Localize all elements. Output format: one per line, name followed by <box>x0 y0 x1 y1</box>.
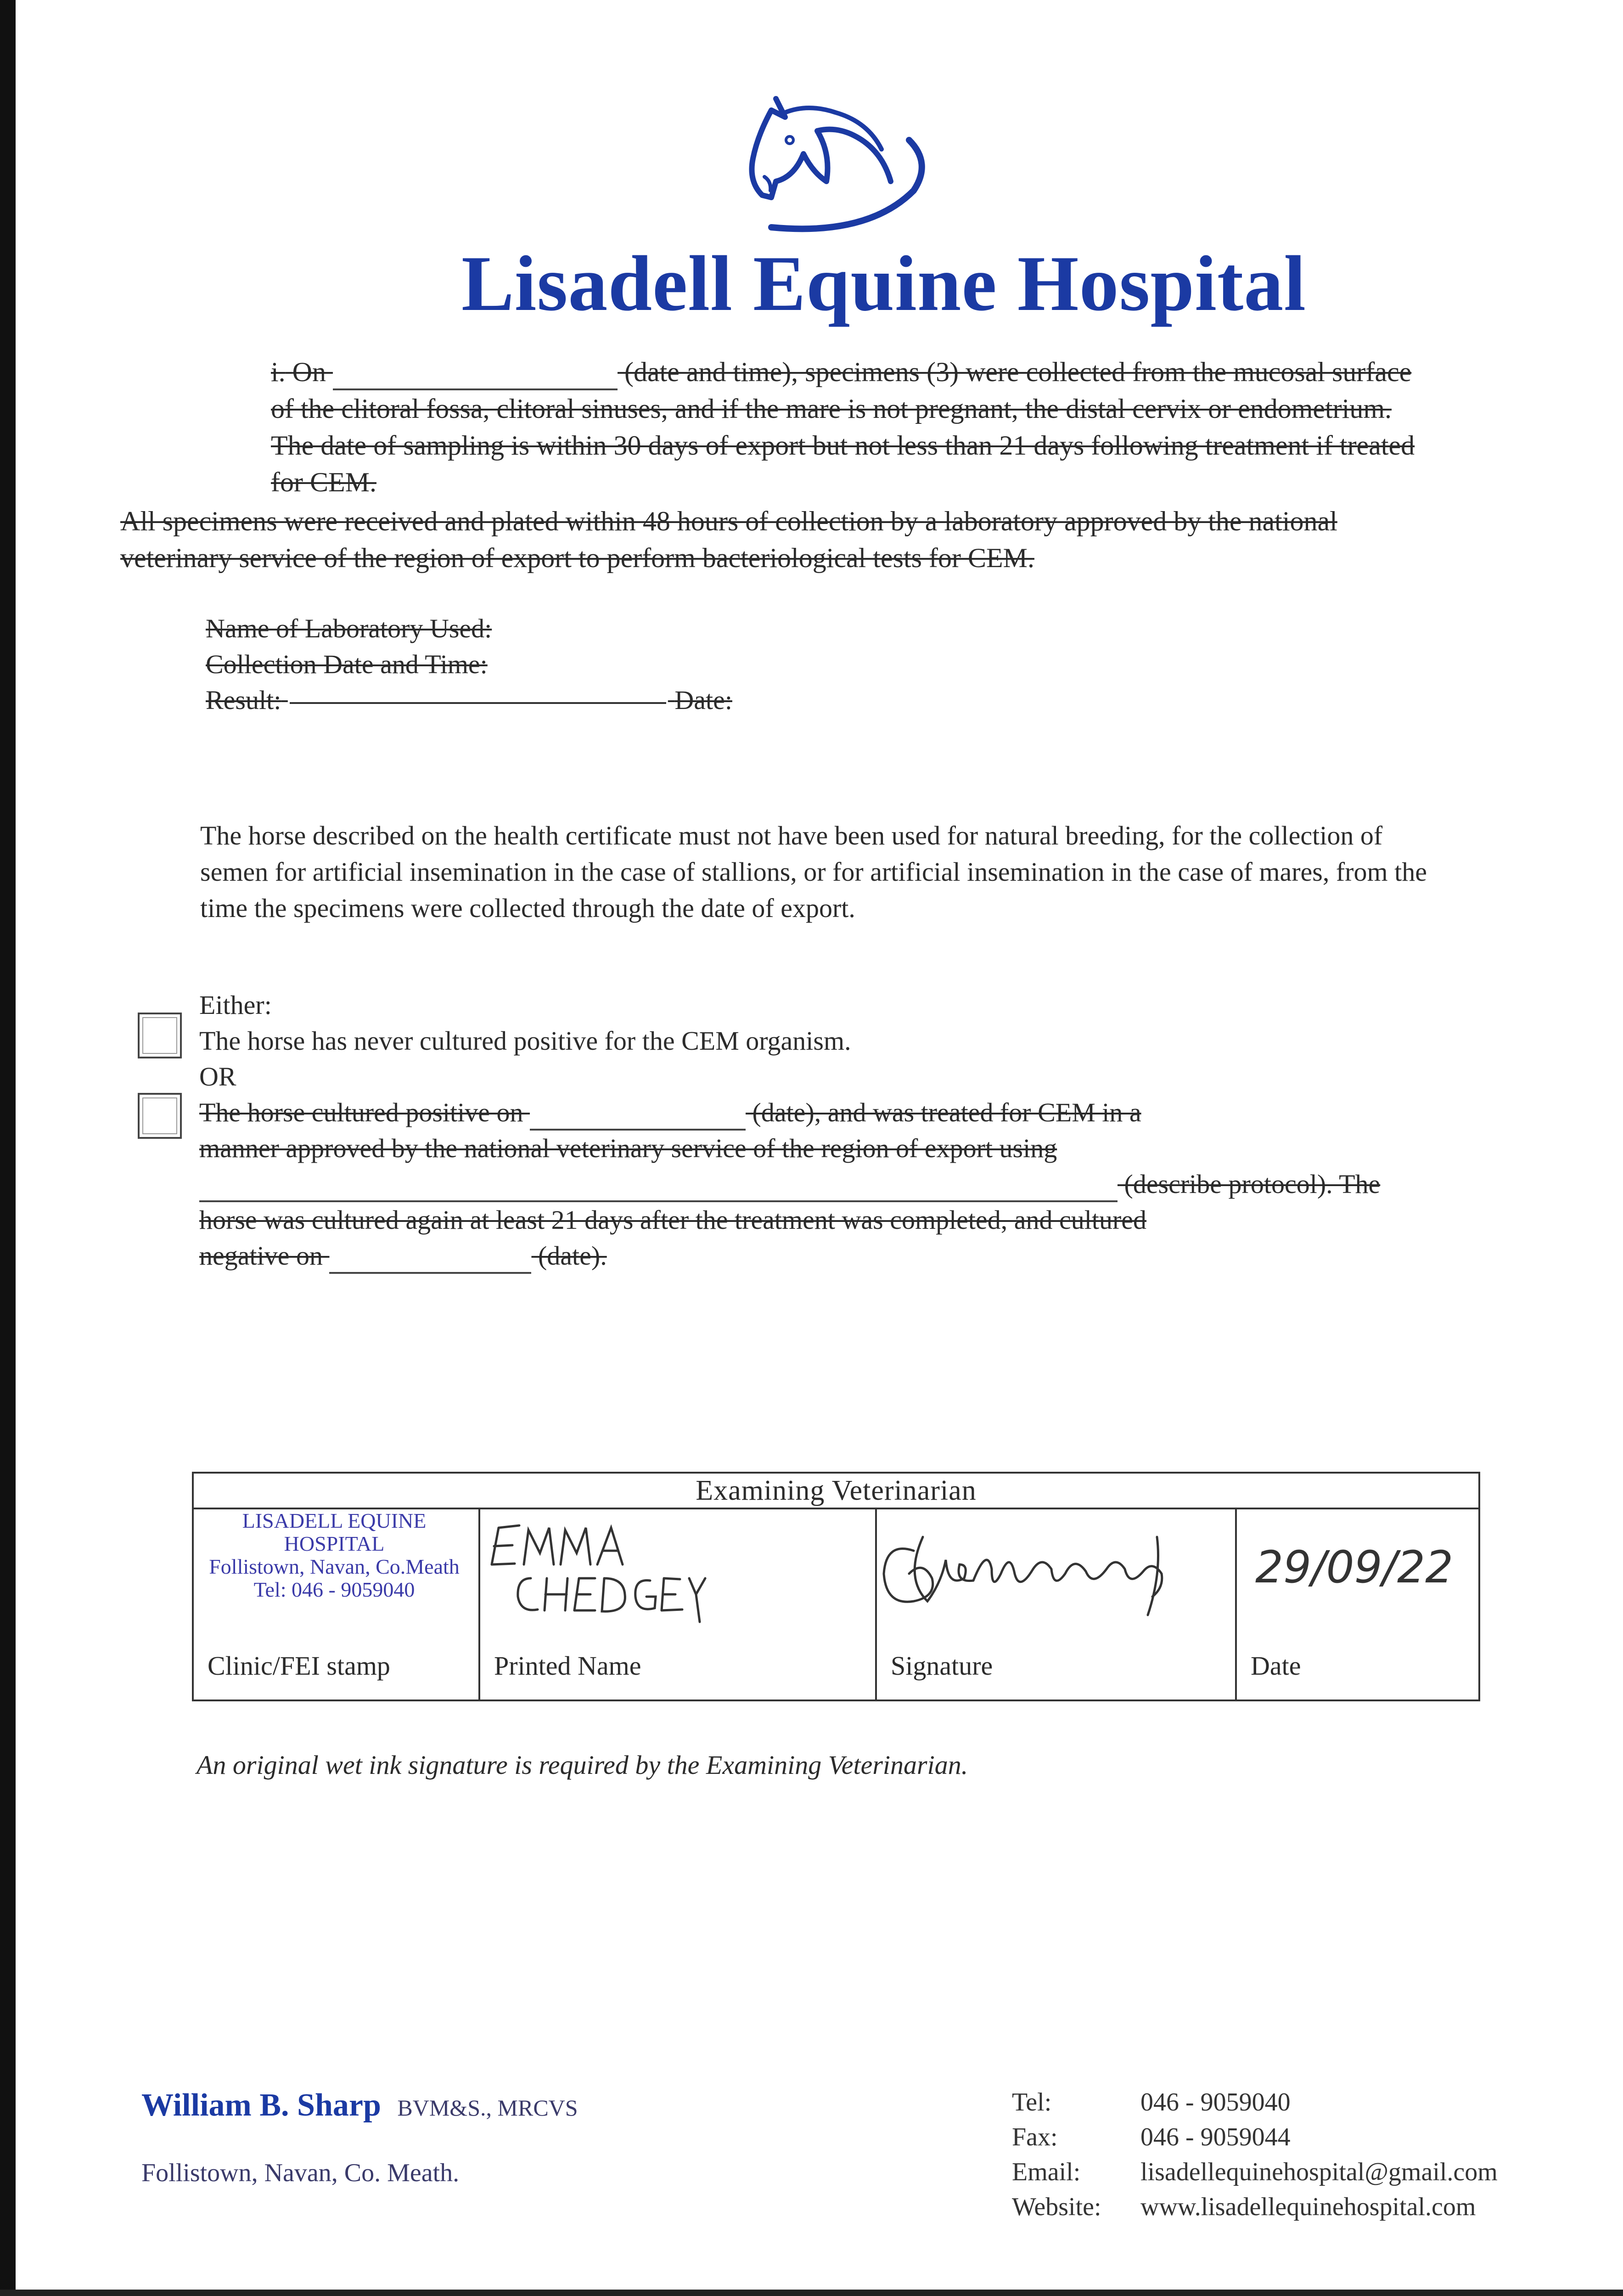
option2-checkbox[interactable] <box>138 1093 182 1139</box>
section-i-number: i. <box>271 357 286 387</box>
vet-signature <box>877 1509 1207 1629</box>
examining-vet-table <box>192 1472 1480 1701</box>
clinic-stamp <box>201 1509 467 1601</box>
option2-text-b: (date), and was treated for CEM in a <box>752 1097 1141 1127</box>
option2-text-d: (describe protocol). The <box>1124 1169 1381 1199</box>
option2-line1 <box>199 1095 1439 1131</box>
protocol-blank <box>199 1176 1118 1202</box>
option2-text-f: negative on <box>199 1241 323 1271</box>
section-i-text: (date and time), specimens (3) were collected from the mucosal surface of the clitoral fossa, clitoral sinuses, and if the mare is not pregnant, the distal cervix or endometrium. The date of sampling is within 30 days of export but not less than 21 days following treatment if treated for CEM. <box>271 357 1415 497</box>
contact-tel <box>1012 2085 1498 2120</box>
stamp-cell <box>193 1508 479 1700</box>
website-label: Website: <box>1012 2193 1101 2221</box>
contact-email <box>1012 2155 1498 2189</box>
result-label: Result: <box>206 685 281 715</box>
stamp-line2: HOSPITAL <box>284 1532 385 1555</box>
hospital-title: Lisadell Equine Hospital <box>461 240 1307 327</box>
section-i-paragraph <box>271 354 1419 501</box>
natural-breeding-paragraph: The horse described on the health certificate must not have been used for natural breeding, for the collection of semen for artificial insemination in the case of stallions, or for artificial insemination in the case of mares, from the time the specimens were collected through the date of export. <box>200 821 1427 923</box>
option2-line5 <box>199 1238 1439 1274</box>
tel-value: 046 - 9059040 <box>1140 2088 1291 2116</box>
option1-text: The horse has never cultured positive for the CEM organism. <box>199 1026 851 1056</box>
lab-used-label: Name of Laboratory Used: <box>206 613 492 643</box>
collection-date-label: Collection Date and Time: <box>206 649 488 679</box>
tel-label: Tel: <box>1012 2088 1052 2116</box>
contact-fax <box>1012 2120 1498 2155</box>
date-cell <box>1236 1508 1479 1700</box>
option2-line3 <box>199 1166 1439 1202</box>
footer-vet-quals: BVM&S., MRCVS <box>397 2095 578 2121</box>
email-value[interactable]: lisadellequinehospital@gmail.com <box>1140 2158 1498 2186</box>
date-time-blank <box>333 364 618 390</box>
signature-cell <box>876 1508 1236 1700</box>
fax-label: Fax: <box>1012 2123 1058 2151</box>
option2-line4: horse was cultured again at least 21 days after the treatment was completed, and cultured <box>199 1205 1147 1235</box>
result-row <box>206 682 732 718</box>
option2-line2: manner approved by the national veterinary service of the region of export using <box>199 1133 1057 1163</box>
result-blank <box>290 702 666 704</box>
section-i-on: On <box>292 357 326 387</box>
email-label: Email: <box>1012 2158 1081 2186</box>
contact-website <box>1012 2189 1498 2224</box>
date-handwriting: 29/09/22 <box>1255 1542 1454 1593</box>
scan-bottom-edge <box>0 2290 1623 2296</box>
either-label: Either: <box>199 990 272 1020</box>
date-column-label: Date <box>1251 1651 1301 1681</box>
wet-ink-note: An original wet ink signature is required by the Examining Veterinarian. <box>197 1750 968 1780</box>
stamp-column-label: Clinic/FEI stamp <box>208 1651 390 1681</box>
result-date-label: Date: <box>674 685 732 715</box>
positive-date-blank <box>530 1104 746 1131</box>
horse-head-icon <box>716 85 927 236</box>
website-value[interactable]: www.lisadellequinehospital.com <box>1140 2193 1476 2221</box>
option1-checkbox[interactable] <box>138 1013 182 1058</box>
option2-text-a: The horse cultured positive on <box>199 1097 523 1127</box>
options-block <box>199 987 1439 1274</box>
or-label: OR <box>199 1062 236 1092</box>
footer-address: Follistown, Navan, Co. Meath. <box>141 2159 460 2187</box>
option2-text-g: (date). <box>538 1241 607 1271</box>
printed-name-handwriting <box>480 1509 728 1633</box>
stamp-line1: LISADELL EQUINE <box>242 1509 427 1532</box>
signature-column-label: Signature <box>891 1651 993 1681</box>
negative-date-blank <box>329 1247 531 1274</box>
footer-contacts <box>1012 2085 1498 2224</box>
stamp-line3: Follistown, Navan, Co.Meath <box>209 1555 460 1578</box>
scan-edge <box>0 0 16 2296</box>
footer-vet-name-block <box>141 2087 578 2124</box>
footer-vet-name: William B. Sharp <box>141 2088 381 2123</box>
vet-table-header: Examining Veterinarian <box>193 1473 1479 1508</box>
fax-value: 046 - 9059044 <box>1140 2123 1291 2151</box>
lab-fields <box>206 611 732 718</box>
plating-paragraph: All specimens were received and plated within 48 hours of collection by a laboratory approved by the national veterinary service of the region of export to perform bacteriological tests for CEM. <box>120 506 1337 573</box>
stamp-line4: Tel: 046 - 9059040 <box>253 1578 415 1601</box>
printed-name-cell <box>479 1508 876 1700</box>
printed-name-column-label: Printed Name <box>494 1651 641 1681</box>
